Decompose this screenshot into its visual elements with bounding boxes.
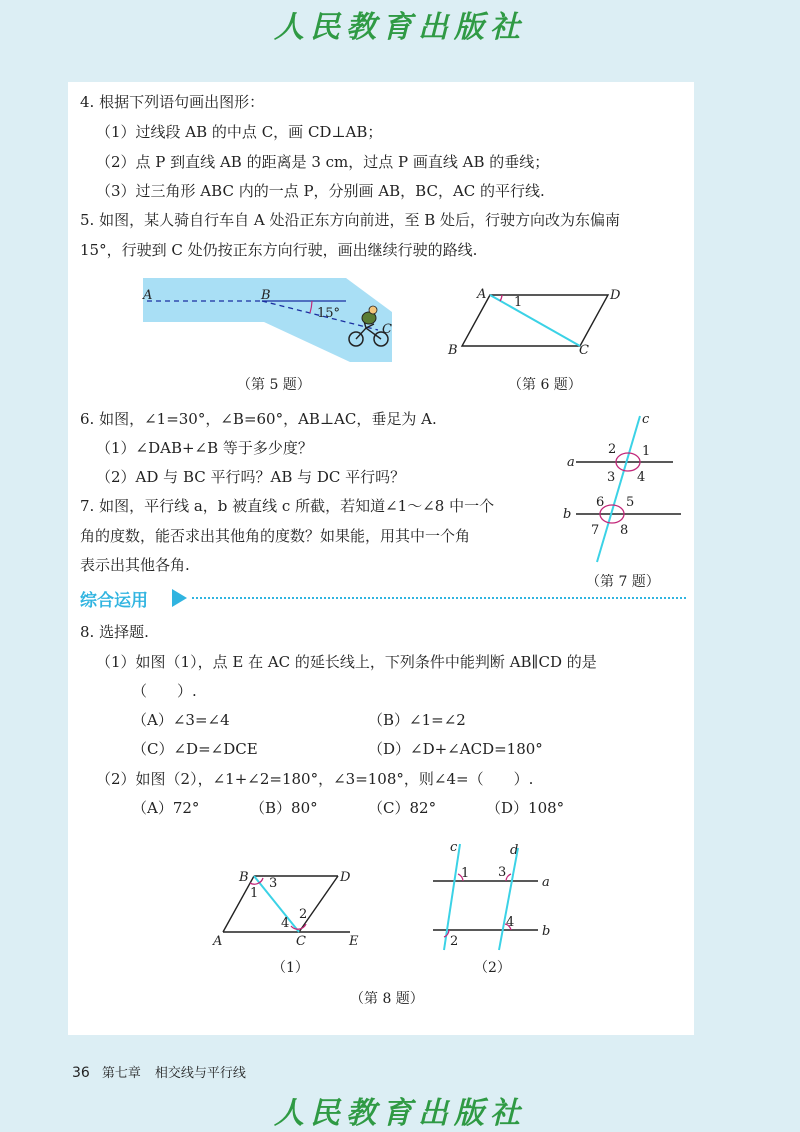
publisher-watermark-bottom: 人民教育出版社	[274, 1096, 526, 1131]
fig7-label-a: a	[567, 455, 575, 470]
fig8-2-line-d	[499, 848, 518, 950]
fig8-1-label-D: D	[340, 870, 351, 885]
fig8-1-label-A: A	[213, 934, 223, 949]
problem-8-q1-line2: （ ）.	[132, 682, 197, 700]
problem-8-q2-option-A: （A）72°	[132, 799, 200, 817]
problem-8-q2-option-B: （B）80°	[250, 799, 318, 817]
caption-fig8-2: （2）	[474, 960, 511, 976]
fig8-2-label-2: 2	[450, 934, 459, 949]
section-arrow-icon	[172, 589, 187, 607]
problem-6-stem: 6. 如图，∠1=30°，∠B=60°，AB⊥AC，垂足为 A.	[80, 410, 437, 428]
fig8-2-label-1: 1	[461, 866, 470, 881]
fig7-label-2: 2	[608, 442, 617, 457]
figure-8-2	[430, 838, 560, 953]
caption-fig6: （第 6 题）	[508, 377, 582, 393]
section-divider	[192, 597, 686, 599]
fig7-label-8: 8	[620, 523, 629, 538]
chapter-title: 相交线与平行线	[154, 1066, 246, 1081]
problem-5-line1: 5. 如图，某人骑自行车自 A 处沿正东方向前进，至 B 处后，行驶方向改为东偏南	[80, 211, 621, 229]
problem-4-q3: （3）过三角形 ABC 内的一点 P，分别画 AB，BC，AC 的平行线.	[96, 182, 545, 200]
fig8-1-label-B: B	[239, 870, 249, 885]
fig8-1-label-C: C	[296, 934, 306, 949]
problem-8-stem: 8. 选择题.	[80, 623, 149, 641]
fig5-label-A: A	[143, 288, 153, 303]
fig5-label-C: C	[382, 322, 392, 337]
publisher-watermark-top: 人民教育出版社	[274, 10, 526, 45]
caption-fig7: （第 7 题）	[586, 574, 660, 590]
problem-8-q2-option-D: （D）108°	[486, 799, 565, 817]
figure-8-1	[210, 866, 370, 951]
chapter-label: 第七章	[101, 1066, 141, 1081]
fig7-label-6: 6	[596, 495, 605, 510]
fig7-label-1: 1	[642, 444, 651, 459]
fig5-label-B: B	[261, 288, 271, 303]
caption-fig8-1: （1）	[272, 960, 309, 976]
fig6-label-B: B	[448, 343, 458, 358]
fig7-label-4: 4	[637, 470, 646, 485]
fig8-1-label-1: 1	[250, 886, 259, 901]
fig6-label-C: C	[579, 343, 589, 358]
problem-4-stem: 4. 根据下列语句画出图形：	[80, 93, 265, 111]
problem-8-q1-option-C: （C）∠D=∠DCE	[132, 740, 258, 758]
problem-8-q1-option-B: （B）∠1=∠2	[368, 711, 466, 729]
fig8-2-label-c: c	[450, 840, 458, 855]
problem-4-q2: （2）点 P 到直线 AB 的距离是 3 cm，过点 P 画直线 AB 的垂线；	[96, 153, 550, 171]
fig8-1-label-2: 2	[299, 907, 308, 922]
problem-7-line1: 7. 如图，平行线 a，b 被直线 c 所截，若知道∠1～∠8 中一个	[80, 497, 495, 515]
problem-7-line3: 表示出其他各角.	[80, 556, 190, 574]
fig6-diagonal-AC	[490, 295, 580, 346]
fig6-angle-arc	[500, 295, 502, 301]
caption-fig8: （第 8 题）	[350, 991, 424, 1007]
page-number: 36	[72, 1065, 90, 1081]
problem-5-line2: 15°，行驶到 C 处仍按正东方向行驶，画出继续行驶的路线.	[80, 241, 478, 259]
problem-8-q1-line1: （1）如图（1），点 E 在 AC 的延长线上，下列条件中能判断 AB∥CD 的是	[96, 653, 597, 671]
problem-6-q2: （2）AD 与 BC 平行吗？AB 与 DC 平行吗？	[96, 468, 406, 486]
problem-8-q1-option-A: （A）∠3=∠4	[132, 711, 230, 729]
fig8-2-label-d: d	[510, 843, 519, 858]
fig8-2-label-4: 4	[506, 915, 515, 930]
fig8-1-label-4: 4	[281, 916, 290, 931]
fig8-2-label-3: 3	[498, 865, 507, 880]
fig6-label-A: A	[477, 287, 487, 302]
problem-8-q1-option-D: （D）∠D+∠ACD=180°	[368, 740, 543, 758]
fig8-1-line-CD	[299, 876, 338, 932]
problem-4-q1: （1）过线段 AB 的中点 C，画 CD⊥AB；	[96, 123, 383, 141]
problem-6-q1: （1）∠DAB+∠B 等于多少度？	[96, 439, 313, 457]
fig6-label-D: D	[610, 288, 621, 303]
figure-5	[140, 276, 400, 366]
fig7-label-b: b	[563, 507, 572, 522]
page-footer	[72, 1062, 246, 1081]
fig7-line-c	[597, 416, 640, 562]
problem-8-q2-line: （2）如图（2），∠1+∠2=180°，∠3=108°，则∠4=（ ）.	[96, 770, 534, 788]
figure-7	[560, 410, 685, 570]
fig7-label-5: 5	[626, 495, 635, 510]
problem-8-q2-option-C: （C）82°	[368, 799, 437, 817]
fig7-label-7: 7	[591, 523, 600, 538]
fig7-label-3: 3	[607, 470, 616, 485]
fig8-2-label-a: a	[542, 875, 550, 890]
figure-6	[440, 283, 630, 358]
problem-7-line2: 角的度数，能否求出其他角的度数？如果能，用其中一个角	[80, 527, 471, 545]
fig8-2-label-b: b	[542, 924, 551, 939]
fig7-label-c: c	[642, 412, 650, 427]
section-title: 综合运用	[80, 591, 148, 611]
fig6-label-1: 1	[514, 295, 523, 310]
fig5-label-angle: 15°	[317, 306, 341, 321]
fig8-1-label-E: E	[349, 934, 359, 949]
fig8-2-arc-3	[506, 874, 511, 881]
caption-fig5: （第 5 题）	[237, 377, 311, 393]
fig8-1-label-3: 3	[269, 876, 278, 891]
